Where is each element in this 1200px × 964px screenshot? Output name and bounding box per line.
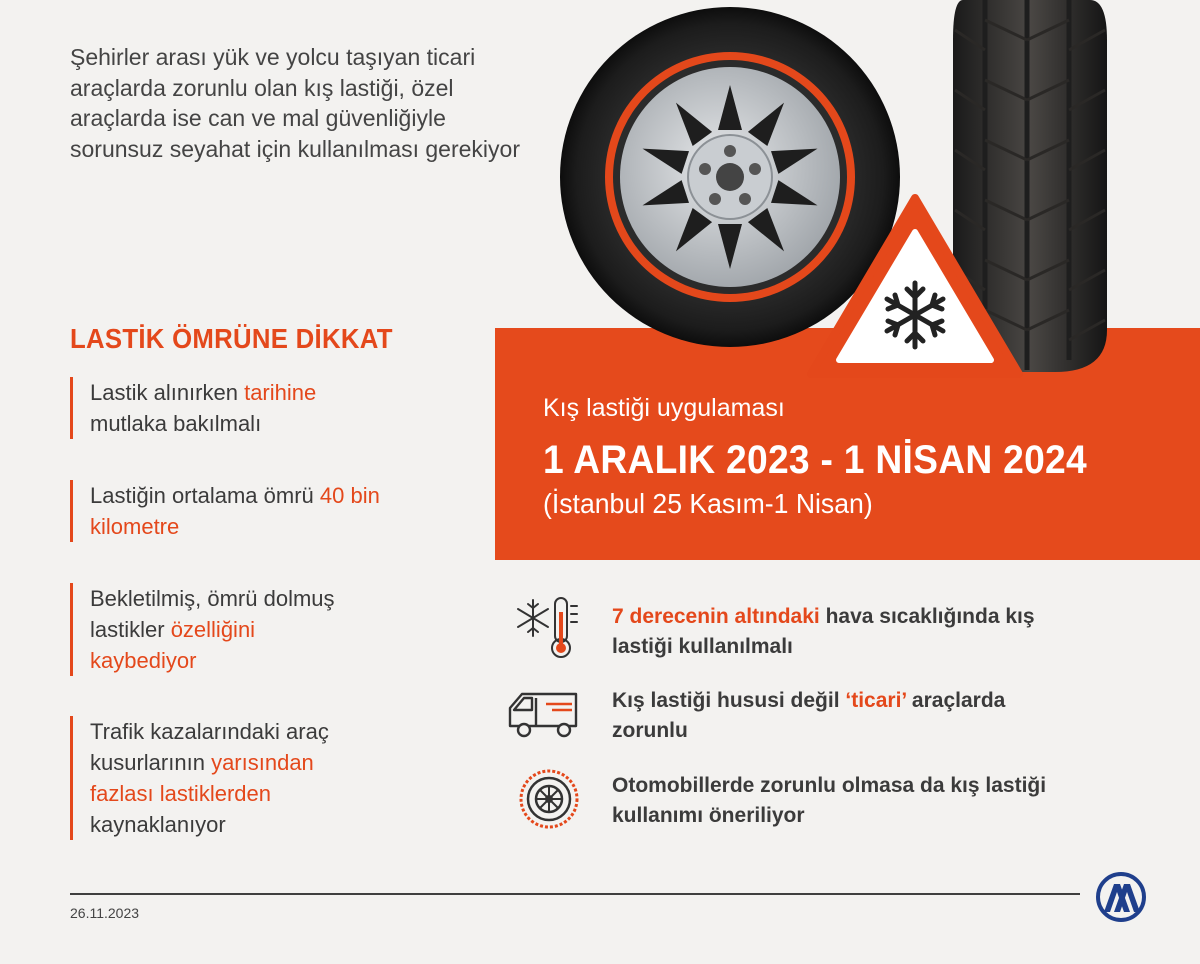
info-highlight: 7 derecenin altındaki — [612, 605, 820, 628]
aa-logo-text: AA — [1121, 928, 1123, 929]
section-title: LASTİK ÖMRÜNE DİKKAT — [70, 323, 393, 354]
intro-text: Şehirler arası yük ve yolcu taşıyan ticari araçlarda zorunlu olan kış lastiği, özel araçlarda ise can ve mal güvenliğiyle sorunsuz seyahat için kullanılması gerekiyor — [70, 44, 520, 162]
banner-istanbul-dates: (İstanbul 25 Kasım-1 Nisan) — [543, 488, 873, 519]
van-icon — [506, 688, 586, 740]
info-row-commercial — [612, 686, 1052, 746]
tip-text: Lastiğin ortalama ömrü — [90, 483, 320, 508]
tip-highlight: 40 bin kilometre — [90, 483, 380, 539]
wheel-icon — [518, 768, 580, 830]
banner-dates: 1 ARALIK 2023 - 1 NİSAN 2024 — [543, 438, 1087, 482]
info-highlight: ‘ticari’ — [845, 689, 907, 712]
info-row-cars — [612, 771, 1052, 831]
tip-text: kaynaklanıyor — [90, 812, 226, 837]
info-text: araçlarda zorunlu — [612, 689, 1006, 742]
info-text: Otomobillerde zorunlu olmasa da kış lastiği kullanımı öneriliyor — [612, 774, 1047, 827]
tip-highlight: tarihine — [244, 380, 317, 405]
tip-text: Lastik alınırken — [90, 380, 245, 405]
info-text: hava sıcaklığında kış lastiği kullanılmalı — [612, 605, 1035, 658]
tip-highlight: yarısından fazlası lastiklerden — [90, 750, 314, 806]
banner-subtitle: Kış lastiği uygulaması — [543, 394, 785, 422]
tip-item-4 — [70, 716, 375, 840]
info-row-temperature — [612, 602, 1052, 662]
tip-text: Trafik kazalarındaki araç kusurlarının — [90, 719, 329, 775]
footer-date: 26.11.2023 — [70, 905, 140, 921]
tip-text: mutlaka bakılmalı — [90, 411, 262, 436]
aa-logo — [1096, 872, 1146, 929]
info-text: Kış lastiği hususi değil — [612, 689, 846, 712]
tip-item-3 — [70, 583, 340, 676]
snow-warning-sign-icon — [805, 190, 1025, 380]
tip-highlight: özelliğini kaybediyor — [90, 617, 256, 673]
tip-text: Bekletilmiş, ömrü dolmuş lastikler — [90, 586, 335, 642]
tip-item-1 — [70, 377, 380, 439]
tip-item-2 — [70, 480, 380, 542]
footer-divider — [70, 893, 1080, 895]
headline-fragment — [320, 0, 560, 6]
headline-fragment-glyphs — [320, 0, 560, 6]
thermometer-snow-icon — [515, 594, 585, 660]
